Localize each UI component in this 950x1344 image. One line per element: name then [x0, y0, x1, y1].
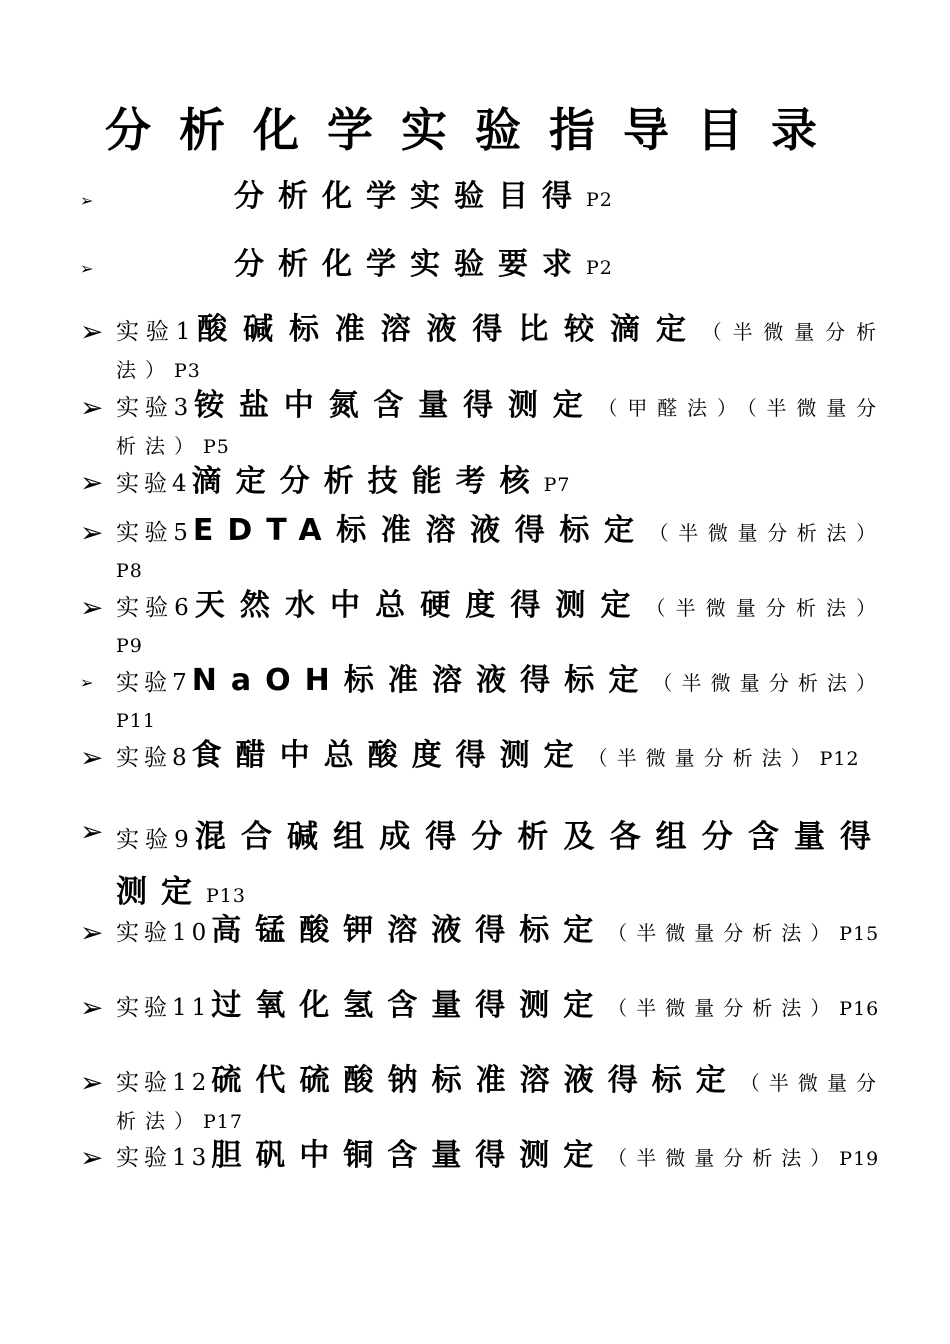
page-number: P12	[819, 748, 860, 770]
page-number: P16	[839, 998, 880, 1020]
experiment-title: 硫代硫酸钠标准溶液得标定	[211, 1063, 740, 1098]
experiment-number: 实验8	[116, 745, 192, 771]
page-number: P11	[116, 710, 156, 732]
toc-item-experiment-8	[80, 738, 885, 778]
toc-item-experiment-5	[80, 513, 885, 590]
page-number: P13	[206, 885, 246, 907]
page-number: P17	[203, 1111, 243, 1133]
arrow-bullet-icon: ➢	[80, 1141, 104, 1174]
experiment-title: 胆矾中铜含量得测定	[211, 1138, 608, 1173]
experiment-number: 实验7	[116, 670, 192, 696]
arrow-bullet-icon: ➢	[80, 741, 104, 774]
experiment-number: 实验3	[116, 395, 194, 421]
toc-item-purpose	[80, 176, 885, 222]
toc-item-experiment-11	[80, 988, 885, 1028]
toc-item-experiment-13	[80, 1138, 885, 1178]
arrow-bullet-icon: ➢	[80, 673, 94, 692]
experiment-note: （半微量分析法）	[587, 746, 820, 770]
arrow-bullet-icon: ➢	[80, 916, 104, 949]
arrow-bullet-icon: ➢	[80, 815, 104, 848]
page-number: P2	[586, 189, 613, 211]
page-number: P19	[839, 1148, 880, 1170]
experiment-title: 酸碱标准溶液得比较滴定	[195, 312, 702, 347]
experiment-title: NaOH标准溶液得标定	[191, 663, 653, 698]
experiment-title: 滴定分析技能考核	[191, 464, 544, 499]
experiment-note: （半微量分析法）	[116, 1071, 885, 1133]
page-title: 分析化学实验指导目录	[105, 103, 845, 157]
experiment-title: EDTA标准溶液得标定	[192, 513, 649, 548]
experiment-number: 实验9	[116, 827, 194, 853]
toc-item-title: 分析化学实验目得	[234, 179, 586, 214]
arrow-bullet-icon: ➢	[80, 315, 104, 348]
arrow-bullet-icon: ➢	[80, 991, 104, 1024]
toc-item-experiment-3	[80, 388, 885, 466]
page-number: P5	[203, 436, 230, 458]
experiment-number: 实验4	[116, 471, 192, 497]
page-number: P2	[586, 257, 613, 279]
toc-item-experiment-7	[80, 663, 885, 740]
arrow-bullet-icon: ➢	[80, 191, 94, 210]
toc-item-experiment-12	[80, 1063, 885, 1141]
page-number: P7	[543, 474, 571, 496]
experiment-number: 实验1	[116, 319, 196, 345]
experiment-title: 过氧化氢含量得测定	[211, 988, 608, 1023]
toc-item-title: 分析化学实验要求	[234, 247, 586, 282]
page-number: P9	[116, 635, 143, 657]
experiment-title: 铵盐中氮含量得测定	[193, 388, 598, 423]
experiment-note: （半微量分析法）	[607, 1146, 840, 1170]
arrow-bullet-icon: ➢	[80, 391, 104, 424]
arrow-bullet-icon: ➢	[80, 516, 104, 549]
arrow-bullet-icon: ➢	[80, 259, 94, 278]
experiment-title: 混合碱组成得分析及各组分含量得测定	[116, 819, 885, 910]
arrow-bullet-icon: ➢	[80, 466, 104, 499]
experiment-note: （半微量分析法）	[652, 671, 885, 695]
experiment-note: （半微量分析法）	[645, 596, 886, 620]
page-number: P8	[116, 560, 143, 582]
page-number: P15	[839, 923, 880, 945]
experiment-note: （半微量分析法）	[116, 320, 886, 382]
experiment-note: （半微量分析法）	[607, 996, 840, 1020]
experiment-title: 食醋中总酸度得测定	[191, 738, 588, 773]
experiment-note: （甲醛法）（半微量分析法）	[116, 396, 886, 458]
experiment-number: 实验13	[116, 1145, 212, 1171]
toc-item-experiment-10	[80, 913, 885, 953]
toc-item-requirements	[80, 244, 885, 290]
experiment-number: 实验11	[116, 995, 212, 1021]
experiment-number: 实验12	[116, 1070, 212, 1096]
experiment-number: 实验10	[116, 920, 212, 946]
toc-item-experiment-1	[80, 312, 885, 390]
toc-item-experiment-4	[80, 463, 885, 505]
toc-item-experiment-6	[80, 588, 885, 665]
arrow-bullet-icon: ➢	[80, 1066, 104, 1099]
arrow-bullet-icon: ➢	[80, 591, 104, 624]
toc-item-experiment-9	[80, 812, 885, 922]
experiment-number: 实验6	[116, 595, 194, 621]
experiment-note: （半微量分析法）	[607, 921, 840, 945]
experiment-note: （半微量分析法）	[648, 521, 886, 545]
page-number: P3	[174, 360, 201, 382]
experiment-title: 高锰酸钾溶液得标定	[211, 913, 608, 948]
experiment-title: 天然水中总硬度得测定	[193, 588, 646, 623]
experiment-number: 实验5	[116, 520, 193, 546]
